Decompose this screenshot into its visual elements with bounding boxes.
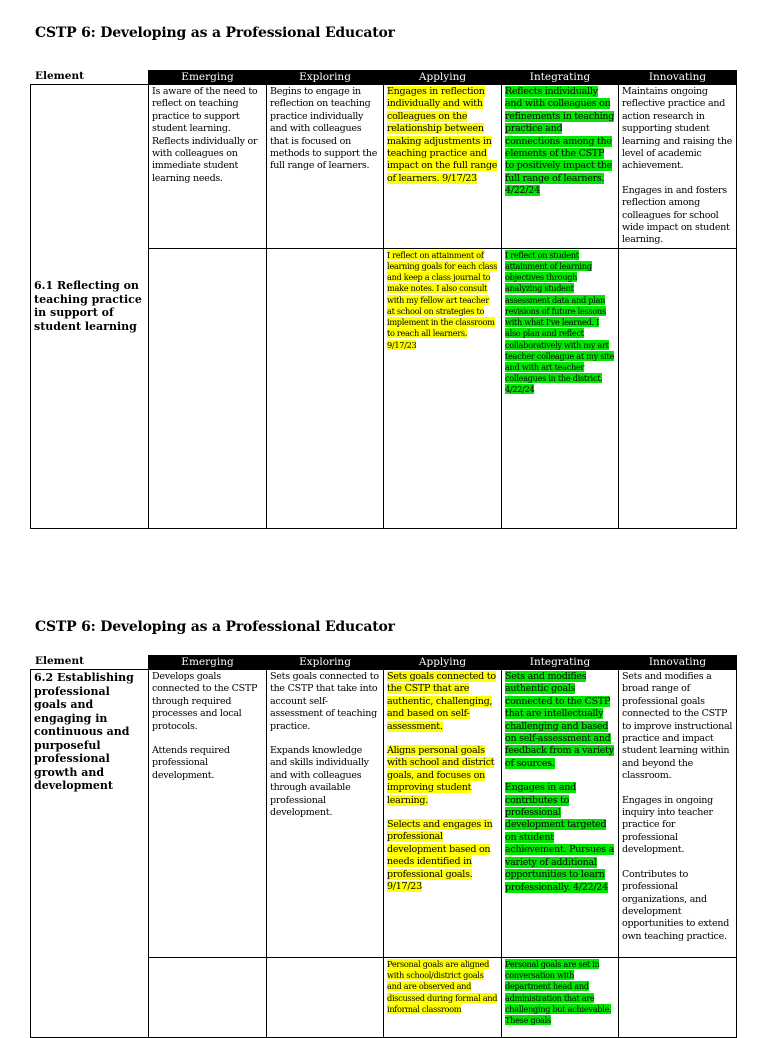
col-header-emerging: Emerging — [149, 71, 267, 85]
descriptor-emerging — [149, 85, 267, 249]
descriptor2-exploring-p2: Expands knowledge and skills individually and with colleagues through available professional development. — [270, 745, 369, 819]
evidence2-applying-text: Personal goals are aligned with school/district goals and are observed and discussed during formal and informal classroom — [387, 959, 498, 1014]
blank-header-2 — [31, 656, 149, 670]
descriptor2-innovating-p3: Contributes to professional organizations, and development opportunities to extend own teaching practice. — [622, 868, 730, 942]
evidence-integrating — [502, 248, 619, 528]
evidence-integrating-text: I reflect on student attainment of learning objectives through analyzing student assessment data and plan revisions of future lessons with what I've learned. I also plan and reflect collaboratively with my art teacher colleague at my site and with art teacher colleagues in the district. 4/22/24 — [505, 249, 614, 395]
col-header-exploring: Exploring — [267, 71, 384, 85]
descriptor-exploring-text: Begins to engage in reflection on teaching practice individually and with colleagues that is focused on methods to support the full range of learners. — [270, 86, 378, 172]
element-6-2-text: 6.2 Establishing professional goals and engaging in continuous and purposeful professional growth and development — [34, 671, 134, 792]
descriptor2-innovating — [619, 670, 737, 958]
descriptor2-emerging-p2: Attends required professional development. — [152, 745, 230, 781]
descriptor-innovating-p1: Maintains ongoing reflective practice and action research in supporting student learning and raising the level of academic achievement. — [622, 86, 733, 172]
section2-rubric-table — [30, 655, 737, 1038]
col-header-innovating: Innovating — [619, 71, 737, 85]
evidence-emerging — [149, 248, 267, 528]
section2-title: CSTP 6: Developing as a Professional Educator — [35, 619, 395, 635]
blank-header — [31, 71, 149, 85]
descriptor2-emerging — [149, 670, 267, 958]
element-6-1-label — [31, 85, 149, 529]
descriptor2-exploring — [267, 670, 384, 958]
col-header-innovating-2: Innovating — [619, 656, 737, 670]
descriptor2-integrating-p1: Sets and modifies authentic goals connected to the CSTP that are intellectually challenging and based on self-assessment and feedback from a variety of sources. — [505, 671, 614, 769]
evidence2-integrating — [502, 958, 619, 1038]
col-header-exploring-2: Exploring — [267, 656, 384, 670]
section1-title: CSTP 6: Developing as a Professional Educator — [35, 25, 395, 41]
col-header-applying: Applying — [384, 71, 502, 85]
descriptor2-innovating-p1: Sets and modifies a broad range of professional goals connected to the CSTP to improve instructional practice and impact student learning within and beyond the classroom. — [622, 671, 733, 782]
descriptor2-applying-p3: Selects and engages in professional development based on needs identified in professional goals. 9/17/23 — [387, 819, 493, 893]
evidence2-exploring — [267, 958, 384, 1038]
evidence2-innovating — [619, 958, 737, 1038]
col-header-integrating-2: Integrating — [502, 656, 619, 670]
element-6-1-text: 6.1 Reflecting on teaching practice in support of student learning — [34, 279, 142, 333]
descriptor-emerging-text: Is aware of the need to reflect on teaching practice to support student learning. Reflects individually or with colleagues on immediate student learning needs. — [152, 86, 258, 184]
col-header-integrating: Integrating — [502, 71, 619, 85]
descriptor-innovating-p2: Engages in and fosters reflection among colleagues for school wide impact on student learning. — [622, 184, 730, 246]
evidence-applying — [384, 248, 502, 528]
element-6-2-label — [31, 670, 149, 1038]
descriptor-innovating — [619, 85, 737, 249]
evidence-exploring — [267, 248, 384, 528]
section2-element-header: Element — [35, 655, 84, 667]
section1-rubric-table — [30, 70, 737, 529]
descriptor2-applying — [384, 670, 502, 958]
evidence2-emerging — [149, 958, 267, 1038]
descriptor2-innovating-p2: Engages in ongoing inquiry into teacher practice for professional development. — [622, 794, 713, 856]
descriptor2-integrating-p2: Engages in and contributes to professional development targeted on student achievement. Pursues a variety of additional opportunities to learn professionally. 4/22/24 — [505, 782, 615, 893]
col-header-applying-2: Applying — [384, 656, 502, 670]
descriptor2-applying-p1: Sets goals connected to the CSTP that are authentic, challenging, and based on self-assessment. — [387, 671, 496, 732]
descriptor-exploring — [267, 85, 384, 249]
descriptor2-applying-p2: Aligns personal goals with school and district goals, and focuses on improving student learning. — [387, 745, 495, 806]
evidence-innovating — [619, 248, 737, 528]
descriptor-integrating-text: Reflects individually and with colleagues on refinements in teaching practice and connections among the elements of the CSTP to positively impact the full range of learners. 4/22/24 — [505, 86, 615, 197]
descriptor2-integrating — [502, 670, 619, 958]
section1-element-header: Element — [35, 70, 84, 82]
evidence2-integrating-text: Personal goals are set in conversation with department head and administration that are challenging but achievable. These goals — [505, 959, 612, 1026]
col-header-emerging-2: Emerging — [149, 656, 267, 670]
evidence-applying-text: I reflect on attainment of learning goals for each class and keep a class journal to make notes. I also consult with my fellow art teacher at school on strategies to implement in the classroom to reach all learners. 9/17/23 — [387, 249, 498, 350]
descriptor-applying-text: Engages in reflection individually and with colleagues on the relationship between making adjustments in teaching practice and impact on the full range of learners. 9/17/23 — [387, 86, 498, 184]
descriptor-applying — [384, 85, 502, 249]
descriptor2-emerging-p1: Develops goals connected to the CSTP through required processes and local protocols. — [152, 671, 258, 732]
evidence2-applying — [384, 958, 502, 1038]
descriptor-integrating — [502, 85, 619, 249]
descriptor2-exploring-p1: Sets goals connected to the CSTP that take into account self-assessment of teaching practice. — [270, 671, 379, 732]
